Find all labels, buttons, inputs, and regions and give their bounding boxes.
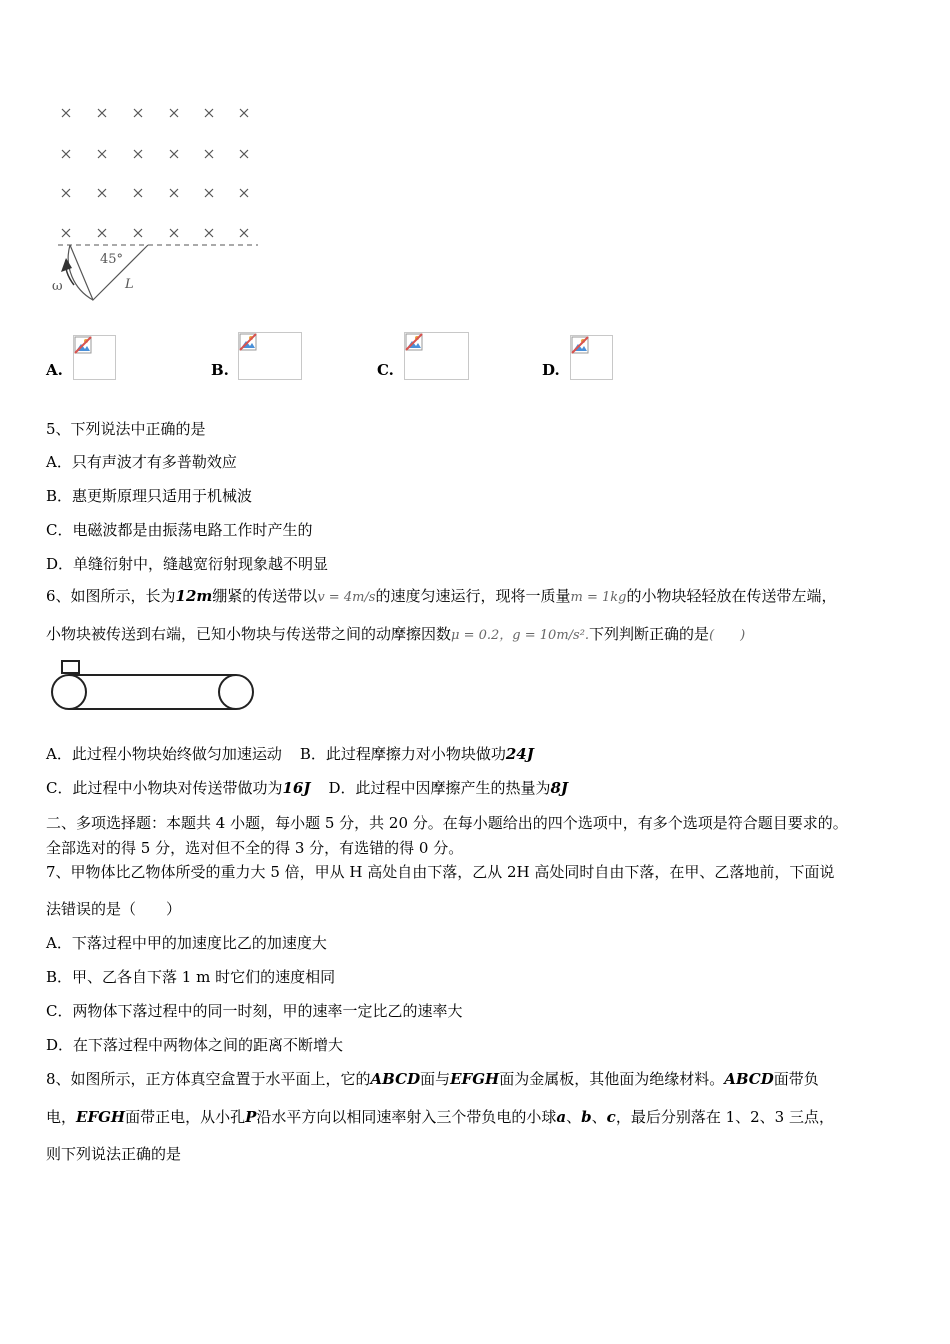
- q6-friction: μ = 0.2，g = 10m/s².: [451, 628, 590, 643]
- cross-row-1: [62, 109, 248, 117]
- section2-heading-line2: 全部选对的得 5 分，选对但不全的得 3 分，有选错的得 0 分。: [46, 839, 464, 857]
- q7-stem-line2: 法错误的是（ ）: [46, 900, 182, 918]
- q5-option-c: C．电磁波都是由振荡电路工作时产生的: [46, 521, 313, 539]
- q6-options-ab: A．此过程小物块始终做匀加速运动 B．此过程摩擦力对小物块做功24J: [46, 745, 534, 763]
- angle-label: 45°: [100, 252, 124, 267]
- q6-length: 12m: [175, 587, 213, 605]
- q4-option-b-image: [238, 332, 302, 380]
- q7-option-a: A．下落过程中甲的加速度比乙的加速度大: [46, 934, 327, 952]
- q8-stem-line3: 则下列说法正确的是: [46, 1145, 182, 1163]
- field-crosses: [62, 109, 248, 237]
- q6-option-c: C．此过程中小物块对传送带做功为: [46, 779, 283, 797]
- q7-option-b: B．甲、乙各自下落 1 m 时它们的速度相同: [46, 968, 336, 986]
- omega-label: ω: [52, 279, 63, 294]
- q6-velocity: v = 4m/s: [317, 590, 376, 605]
- broken-image-icon: [405, 333, 423, 351]
- q4-option-d-image: [570, 335, 613, 380]
- section2-heading-line1: 二、多项选择题：本题共 4 小题，每小题 5 分，共 20 分。在每小题给出的四个选项中，有多个选项是符合题目要求的。: [46, 814, 848, 832]
- broken-image-icon: [571, 336, 589, 354]
- q4-option-d-label: D.: [542, 361, 560, 379]
- q7-stem-line1: 7、甲物体比乙物体所受的重力大 5 倍，甲从 H 高处自由下落，乙从 2H 高处同时自由下落，在甲、乙落地前，下面说: [46, 863, 835, 881]
- left-pulley: [52, 675, 86, 709]
- q4-option-b-label: B.: [211, 361, 229, 379]
- broken-image-icon: [74, 336, 92, 354]
- cross-row-3: [62, 189, 248, 197]
- q4-option-c-image: [404, 332, 469, 380]
- q6-stem-line1: 6、如图所示，长为12m绷紧的传送带以v = 4m/s的速度匀速运行，现将一质量m = 1kg的小物块轻轻放在传送带左端，: [46, 587, 837, 605]
- q5-option-b: B．惠更斯原理只适用于机械波: [46, 487, 253, 505]
- broken-image-icon: [239, 333, 257, 351]
- q7-option-c: C．两物体下落过程中的同一时刻，甲的速率一定比乙的速率大: [46, 1002, 463, 1020]
- q6-options-cd: C．此过程中小物块对传送带做功为16J D．此过程中因摩擦产生的热量为8J: [46, 779, 569, 797]
- q4-option-a-label: A.: [46, 361, 63, 379]
- small-block: [62, 661, 79, 673]
- cross-row-2: [62, 150, 248, 158]
- right-pulley: [219, 675, 253, 709]
- q8-stem-line2: 电，EFGH面带正电，从小孔P沿水平方向以相同速率射入三个带负电的小球a、b、c，最后分别落在 1、2、3 三点，: [46, 1108, 834, 1126]
- q4-option-c-label: C.: [377, 361, 394, 379]
- q5-option-d: D．单缝衍射中，缝越宽衍射现象越不明显: [46, 555, 329, 573]
- cross-row-4: [62, 229, 248, 237]
- length-label: L: [125, 277, 134, 292]
- q5-stem: 5、下列说法中正确的是: [46, 420, 206, 438]
- q6-answer-paren: ( ): [709, 628, 746, 643]
- rotation-arrowhead: [61, 258, 72, 272]
- q6-stem-line2: 小物块被传送到右端，已知小物块与传送带之间的动摩擦因数μ = 0.2，g = 10m/s².下列判断正确的是( ): [46, 625, 746, 643]
- q5-option-a: A．只有声波才有多普勒效应: [46, 453, 237, 471]
- q6-mass: m = 1kg: [570, 590, 627, 605]
- q6-option-a: A．此过程小物块始终做匀加速运动: [46, 745, 282, 763]
- q6-option-d: D．此过程中因摩擦产生的热量为: [328, 779, 551, 797]
- q8-stem-line1: 8、如图所示，正方体真空盒置于水平面上，它的ABCD面与EFGH面为金属板，其他面为绝缘材料。ABCD面带负: [46, 1070, 819, 1088]
- q7-option-d: D．在下落过程中两物体之间的距离不断增大: [46, 1036, 344, 1054]
- magnetic-field-figure: [48, 100, 263, 305]
- conveyor-belt-figure: [46, 657, 261, 717]
- q4-option-a-image: [73, 335, 116, 380]
- q6-option-b: B．此过程摩擦力对小物块做功: [299, 745, 506, 763]
